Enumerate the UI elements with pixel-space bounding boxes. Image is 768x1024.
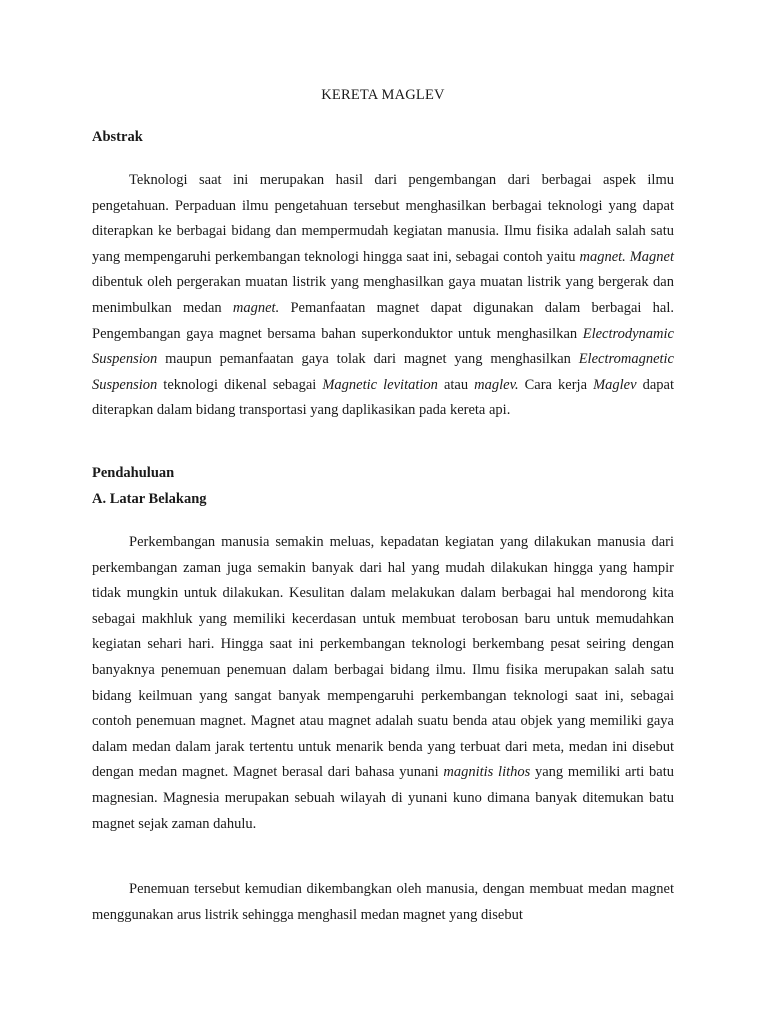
- text-run: teknologi dikenal sebagai: [157, 376, 323, 393]
- text-run: Penemuan tersebut kemudian dikembangkan oleh manusia, dengan membuat medan magnet menggunakan arus listrik sehingga menghasil medan magnet yang disebut: [92, 881, 674, 923]
- text-run: Pemanfaatan magnet dapat digunakan dalam berbagai hal. Pengembangan gaya magnet bersama bahan superkonduktor untuk menghasilkan: [92, 299, 674, 342]
- italic-text-run: Electromagnetic Suspension: [92, 351, 674, 393]
- italic-text-run: maglev.: [474, 376, 519, 393]
- text-run: yang memiliki arti batu magnesian. Magnesia merupakan sebuah wilayah di yunani kuno dimana banyak ditemukan batu magnet sejak zaman dahulu.: [92, 764, 674, 832]
- text-run: Cara kerja: [518, 376, 594, 393]
- italic-text-run: Magnetic levitation: [322, 376, 438, 393]
- introduction-heading: Pendahuluan: [92, 465, 175, 481]
- text-run: atau: [437, 376, 475, 393]
- abstract-paragraph: [92, 168, 674, 424]
- text-run: maupun pemanfaatan gaya tolak dari magnet yang menghasilkan: [157, 351, 579, 368]
- italic-text-run: Electrodynamic Suspension: [92, 325, 674, 368]
- background-paragraph: [92, 530, 674, 837]
- text-run: Teknologi saat ini merupakan hasil dari pengembangan dari berbagai aspek ilmu pengetahuan. Perpaduan ilmu pengetahuan tersebut menghasilkan berbagai teknologi yang dapat diterapkan ke berbagai bidang dan mempermudah kegiatan manusia. Ilmu fisika adalah salah satu yang mempengaruhi perkembangan teknologi hingga saat ini, sebagai contoh yaitu: [92, 172, 674, 265]
- text-run: dapat diterapkan dalam bidang transportasi yang daplikasikan pada kereta api.: [92, 376, 674, 419]
- text-run: Perkembangan manusia semakin meluas, kepadatan kegiatan yang dilakukan manusia dari perkembangan zaman juga semakin banyak dari hal yang mudah dilakukan hingga yang hampir tidak mungkin untuk dilakukan. Kesulitan dalam melakukan dalam berbagai hal mendorong kita sebagai makhluk yang memiliki kecerdasan untuk membuat terobosan baru untuk memudahkan kegiatan sehari hari. Hingga saat ini perkembangan teknologi berkembang pesat seiring dengan banyaknya penemuan penemuan dalam berbagai bidang ilmu. Ilmu fisika merupakan salah satu bidang keilmuan yang sangat banyak mempengaruhi perkembangan teknologi saat ini, sebagai contoh penemuan magnet. Magnet atau magnet adalah suatu benda atau objek yang memiliki gaya dalam medan dalam jarak tertentu untuk menarik benda yang terbuat dari meta, medan ini disebut dengan medan magnet. Magnet berasal dari bahasa yunani: [92, 534, 674, 781]
- italic-text-run: Maglev: [593, 376, 637, 393]
- discovery-paragraph: [92, 877, 674, 928]
- italic-text-run: magnet. Magnet: [579, 248, 675, 265]
- text-run: dibentuk oleh pergerakan muatan listrik yang menghasilkan gaya muatan listrik yang bergerak dan menimbulkan medan: [92, 274, 674, 316]
- abstract-heading: Abstrak: [92, 129, 143, 145]
- document-title: KERETA MAGLEV: [321, 87, 445, 103]
- italic-text-run: magnet.: [232, 299, 280, 316]
- section-a-heading: A. Latar Belakang: [92, 491, 207, 507]
- italic-text-run: magnitis lithos: [443, 764, 531, 781]
